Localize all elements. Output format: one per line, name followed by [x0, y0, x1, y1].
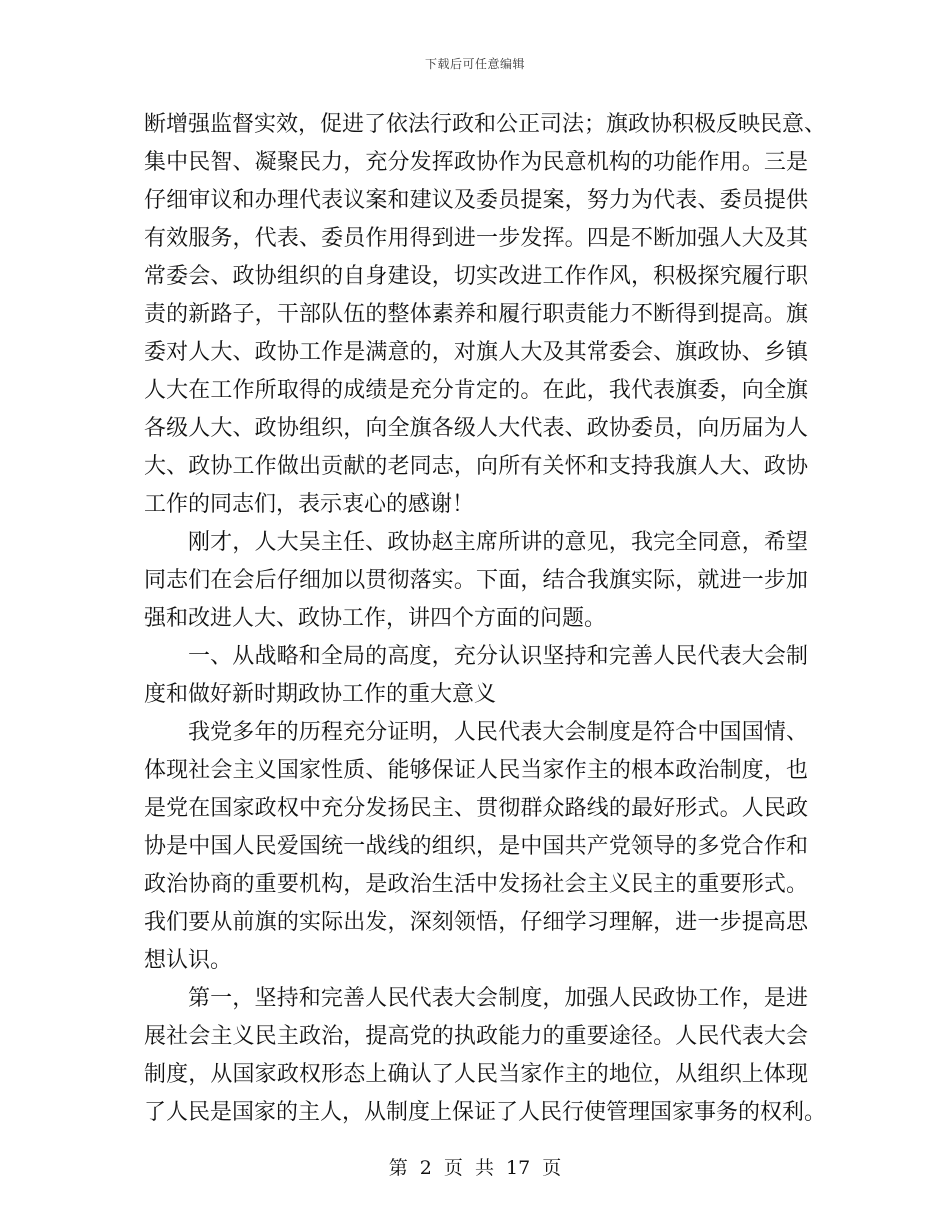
- text-line: 工作的同志们，表示衷心的感谢！: [144, 492, 475, 517]
- text-line: 同志们在会后仔细加以贯彻落实。下面，结合我旗实际，就进一步加: [144, 568, 808, 593]
- text-line: 刚才，人大吴主任、政协赵主席所讲的意见，我完全同意，希望: [188, 530, 808, 555]
- text-line: 常委会、政协组织的自身建设，切实改进工作作风，积极探究履行职: [144, 264, 808, 289]
- text-line: 各级人大、政协组织，向全旗各级人大代表、政协委员，向历届为人: [144, 416, 808, 441]
- text-line: 我党多年的历程充分证明，人民代表大会制度是符合中国国情、: [188, 720, 808, 745]
- text-line: 政治协商的重要机构，是政治生活中发扬社会主义民主的重要形式。: [144, 872, 808, 897]
- document-body: [144, 106, 827, 1132]
- text-line: 协是中国人民爱国统一战线的组织，是中国共产党领导的多党合作和: [144, 834, 808, 859]
- section-heading-line: 一、从战略和全局的高度，充分认识坚持和完善人民代表大会制: [188, 644, 808, 669]
- text-line: 想认识。: [144, 948, 233, 973]
- text-line: 断增强监督实效，促进了依法行政和公正司法；旗政协积极反映民意、: [144, 112, 827, 137]
- text-line: 集中民智、凝聚民力，充分发挥政协作为民意机构的功能作用。三是: [144, 150, 808, 175]
- text-line: 大、政协工作做出贡献的老同志，向所有关怀和支持我旗人大、政协: [144, 454, 808, 479]
- text-line: 展社会主义民主政治，提高党的执政能力的重要途径。人民代表大会: [144, 1024, 808, 1049]
- text-line: 是党在国家政权中充分发扬民主、贯彻群众路线的最好形式。人民政: [144, 796, 808, 821]
- text-line: 体现社会主义国家性质、能够保证人民当家作主的根本政治制度，也: [144, 758, 808, 783]
- text-line: 人大在工作所取得的成绩是充分肯定的。在此，我代表旗委，向全旗: [144, 378, 808, 403]
- text-line: 了人民是国家的主人，从制度上保证了人民行使管理国家事务的权利。: [144, 1100, 827, 1125]
- text-line: 我们要从前旗的实际出发，深刻领悟，仔细学习理解，进一步提高思: [144, 910, 808, 935]
- text-line: 强和改进人大、政协工作，讲四个方面的问题。: [144, 606, 607, 631]
- text-line: 委对人大、政协工作是满意的，对旗人大及其常委会、旗政协、乡镇: [144, 340, 808, 365]
- text-line: 责的新路子，干部队伍的整体素养和履行职责能力不断得到提高。旗: [144, 302, 808, 327]
- text-line: 第一，坚持和完善人民代表大会制度，加强人民政协工作，是进: [188, 986, 808, 1011]
- section-heading-line: 度和做好新时期政协工作的重大意义: [144, 682, 497, 707]
- page-number: 第 2 页 共 17 页: [388, 1157, 562, 1179]
- page-header-note: 下载后可任意编辑: [424, 57, 525, 71]
- text-line: 制度，从国家政权形态上确认了人民当家作主的地位，从组织上体现: [144, 1062, 808, 1087]
- text-line: 有效服务，代表、委员作用得到进一步发挥。四是不断加强人大及其: [144, 226, 808, 251]
- text-line: 仔细审议和办理代表议案和建议及委员提案，努力为代表、委员提供: [144, 188, 808, 213]
